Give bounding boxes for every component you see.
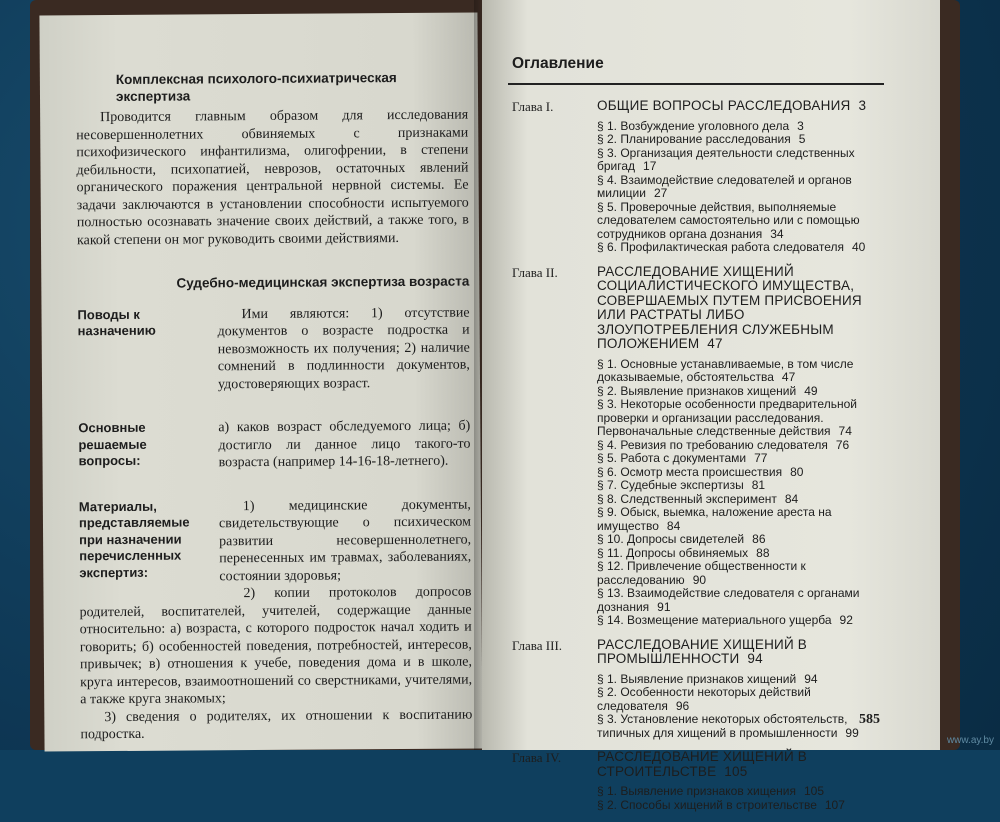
toc-chapter [508, 750, 888, 812]
toc-entry-page: 105 [803, 784, 825, 798]
section2-title: Судебно-медицинская экспертиза возраста [176, 273, 470, 291]
chapter-body [597, 638, 888, 741]
toc-entry [597, 147, 888, 174]
toc-entry-page: 86 [752, 532, 766, 546]
toc-entry-text: § 2. Способы хищений в строительстве [597, 797, 817, 812]
chapter-entries [597, 785, 888, 812]
toc-entry-page: 80 [790, 464, 804, 479]
toc-chapter [508, 638, 888, 741]
toc-entry-text: § 3. Некоторые особенности предварительной проверки и организации расследования. Первоначальные следственные действия [597, 397, 857, 438]
toc-entry-page: 84 [784, 491, 799, 506]
toc-entry-page: 74 [838, 424, 852, 438]
toc-entry-text: § 2. Планирование расследования [597, 132, 791, 146]
chapter-title-text: РАССЛЕДОВАНИЕ ХИЩЕНИЙ В ПРОМЫШЛЕННОСТИ [597, 636, 808, 666]
toc-entry-text: § 11. Допросы обвиняемых [597, 545, 749, 560]
toc-entry-text: § 9. Обыск, выемка, наложение ареста на имущество [597, 505, 832, 533]
page-number: 585 [859, 712, 880, 727]
chapter-page: 94 [747, 651, 763, 666]
chapter-body [597, 265, 888, 628]
chapter-title-text: ОБЩИЕ ВОПРОСЫ РАССЛЕДОВАНИЯ [597, 98, 851, 113]
row-materials [79, 496, 473, 744]
chapter-body [597, 99, 888, 255]
toc-entry-page: 5 [798, 132, 806, 146]
toc-entry [597, 133, 888, 147]
toc-entry [597, 479, 888, 493]
toc-entry-page: 94 [804, 671, 818, 686]
toc-entry [597, 614, 888, 628]
toc-entry [597, 174, 888, 201]
chapter-title-text: РАССЛЕДОВАНИЕ ХИЩЕНИЙ В СТРОИТЕЛЬСТВЕ [597, 749, 808, 779]
toc-entry [597, 799, 888, 813]
toc-entry-page: 91 [657, 599, 671, 614]
chapter-title [597, 99, 888, 114]
watermark: www.ay.by [946, 735, 994, 746]
toc-entry-text: § 4. Взаимодействие следователей и органов милиции [597, 172, 852, 200]
toc-entry-text: § 3. Установление некоторых обстоятельств, типичных для хищений в промышленности [597, 712, 848, 740]
left-page-content [76, 69, 473, 744]
row-text: 1) медицинские документы, свидетельствующие о психическом развитии несовершеннолетнего, перенесенных им травмах, заболеваниях, состоянии здоровья; [218, 497, 472, 584]
toc-chapter [508, 265, 888, 628]
toc-entry [597, 358, 888, 385]
chapter-title-text: РАССЛЕДОВАНИЕ ХИЩЕНИЙ СОЦИАЛИСТИЧЕСКОГО ИМУЩЕСТВА, СОВЕРШАЕМЫХ ПУТЕМ ПРИСВОЕНИЯ ИЛИ РАСТРАТЫ ЛИБО ЗЛОУПОТРЕБЛЕНИЯ СЛУЖЕБНЫМ ПОЛОЖЕНИЕМ [597, 263, 862, 351]
toc-entry-text: § 6. Профилактическая работа следователя [597, 240, 844, 254]
left-page [39, 12, 482, 751]
row-text: Ими являются: 1) отсутствие документов о возрасте подростка и невозможность их получения; 2) наличие сомнений в подлинности документов, удостоверяющих возраст. [217, 305, 470, 392]
toc-entry [597, 385, 888, 399]
row-questions [78, 418, 470, 473]
chapter-entries [597, 358, 888, 628]
toc-entry [597, 587, 888, 614]
toc-entry [597, 560, 888, 587]
toc-entry-page: 107 [824, 797, 845, 812]
toc-entry-page: 77 [754, 451, 768, 465]
toc-entry [597, 785, 888, 799]
chapter-label: Глава IV. [512, 750, 562, 765]
chapter-entries [597, 673, 888, 741]
row-text: а) каков возраст обследуемого лица; б) достигло ли данное лицо такого-то возраста (например 14-16-18-летнего). [218, 418, 471, 471]
toc [508, 56, 888, 822]
right-page [482, 0, 940, 812]
section1-text: Проводится главным образом для исследования несовершеннолетних обвиняемых с признаками психофизического инфантилизма, олигофрении, в степени дебильности, психопатией, неврозов, остаточных явлений органического поражения центральной нервной системы. Ее задачи заключаются в установлении способности испытуемого полностью осознавать значение своих действий, а также того, в какой степени он мог руководить своими действиями. [76, 107, 469, 248]
toc-entry-text: § 13. Взаимодействие следователя с органами дознания [597, 586, 860, 614]
section1-title-line2: экспертиза [115, 88, 191, 105]
toc-entry-text: § 10. Допросы свидетелей [597, 532, 745, 546]
toc-entry-page: 40 [851, 240, 866, 254]
toc-entry [597, 241, 888, 255]
chapter-page: 105 [724, 763, 748, 779]
chapter-body [597, 750, 888, 812]
tail-text-2: 3) сведения о родителях, их отношении к воспитанию подростка. [80, 707, 473, 743]
row-label: Материалы, представляемые при назначении перечисленных экспертиз: [78, 498, 190, 580]
toc-entry [597, 686, 888, 713]
toc-entry-text: § 1. Возбуждение уголовного дела [597, 118, 790, 133]
toc-entry-text: § 4. Ревизия по требованию следователя [597, 437, 828, 452]
toc-entry-text: § 5. Проверочные действия, выполняемые следователем самостоятельно или с помощью сотрудников органа дознания [597, 199, 860, 241]
toc-entry [597, 506, 888, 533]
toc-entry [597, 452, 888, 466]
toc-entry-text: § 2. Особенности некоторых действий следователя [597, 685, 811, 713]
toc-entry-text: § 12. Привлечение общественности к расследованию [597, 559, 806, 587]
toc-entry [597, 533, 888, 547]
chapter-entries [597, 120, 888, 255]
toc-chapters [508, 99, 888, 812]
toc-entry-page: 99 [845, 725, 859, 740]
toc-entry-page: 76 [835, 437, 850, 452]
toc-entry-text: § 14. Возмещение материального ущерба [597, 613, 832, 627]
chapter-page: 47 [707, 336, 723, 351]
toc-rule [508, 83, 884, 85]
toc-entry-page: 49 [804, 383, 818, 398]
chapter-label: Глава I. [512, 99, 554, 114]
toc-entry-page: 81 [751, 478, 766, 492]
row-reasons [77, 304, 470, 394]
toc-entry-page: 34 [770, 226, 784, 241]
toc-title: Оглавление [512, 55, 604, 72]
toc-entry-page: 88 [756, 545, 770, 560]
toc-entry [597, 466, 888, 480]
toc-entry [597, 120, 888, 134]
toc-entry-text: § 1. Выявление признаков хищений [597, 671, 797, 686]
section1-title-line1: Комплексная психолого-психиатрическая [115, 70, 397, 88]
toc-entry-page: 47 [781, 370, 796, 384]
toc-entry [597, 547, 888, 561]
toc-entry-page: 3 [797, 118, 804, 133]
toc-entry-text: § 1. Выявление признаков хищения [597, 784, 796, 798]
toc-entry-page: 96 [675, 698, 690, 713]
toc-entry-page: 27 [653, 186, 668, 200]
toc-entry-text: § 2. Выявление признаков хищений [597, 383, 797, 398]
row-label: Основные решаемые вопросы: [78, 419, 147, 469]
section1-title [76, 69, 468, 106]
chapter-label: Глава III. [512, 637, 563, 653]
toc-entry [597, 493, 888, 507]
toc-entry-text: § 1. Основные устанавливаемые, в том числе доказываемые, обстоятельства [597, 356, 854, 384]
chapter-label: Глава II. [512, 264, 558, 280]
toc-entry [597, 713, 888, 740]
toc-entry [597, 439, 888, 453]
toc-entry-page: 90 [692, 572, 707, 587]
toc-entry [597, 398, 888, 439]
toc-entry-text: § 5. Работа с документами [597, 451, 747, 465]
toc-entry [597, 201, 888, 242]
toc-entry [597, 673, 888, 687]
tail-text-1: 2) копии протоколов допросов родителей, воспитателей, учителей, содержащие данные относительно: а) возраста, с которого подросток начал ходить и говорить; б) особенностей поведения, потребностей, интересов, привычек; в) отношения к учебе, поведения дома и в школе, круга интересов, взаимоотношений со сверстниками, учителями, а также круга знакомых; [79, 584, 473, 708]
chapter-title [597, 750, 888, 779]
chapter-title [597, 265, 888, 352]
toc-entry-text: § 7. Судебные экспертизы [597, 478, 744, 492]
toc-entry-page: 92 [839, 613, 853, 627]
row-label: Поводы к назначению [77, 306, 156, 339]
chapter-page: 3 [858, 98, 867, 113]
toc-entry-text: § 6. Осмотр места происшествия [597, 464, 783, 479]
chapter-title [597, 638, 888, 667]
toc-entry-text: § 3. Организация деятельности следственных бригад [597, 145, 855, 173]
toc-chapter [508, 99, 888, 255]
toc-entry-text: § 8. Следственный эксперимент [597, 491, 777, 506]
toc-entry-page: 84 [666, 518, 681, 533]
toc-entry-page: 17 [643, 159, 657, 173]
